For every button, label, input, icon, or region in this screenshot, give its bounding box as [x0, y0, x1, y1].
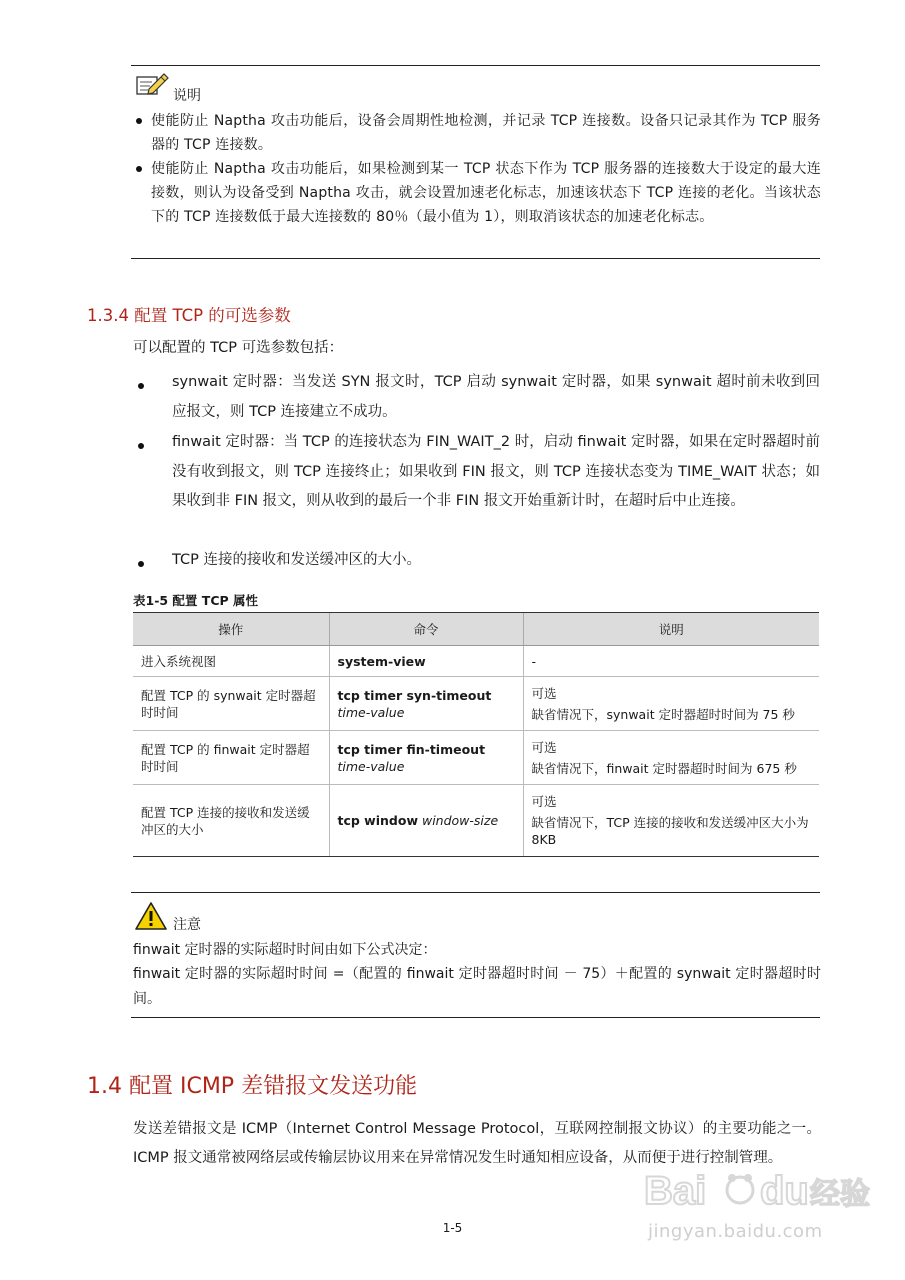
- note-top-rule: [131, 65, 820, 66]
- list-bullet-1: [138, 383, 144, 389]
- list-bullet-3: [138, 561, 144, 567]
- list-item-finwait: finwait 定时器：当 TCP 的连接状态为 FIN_WAIT_2 时，启动 finwait 定时器，如果在定时器超时前没有收到报文，则 TCP 连接终止；如果收到 FIN 报文，则 TCP 连接状态变为 TIME_WAIT 状态；如果收到非 FIN 报文，则从收到的最后一个非 FIN 报文开始重新计时，在超时后中止连接。: [172, 434, 820, 509]
- note-bullet-2: [136, 166, 142, 172]
- command-argument: time-value: [337, 704, 405, 720]
- description-optional: 可选: [531, 739, 557, 755]
- note-title: 说明: [173, 88, 201, 104]
- warning-top-rule: [131, 892, 820, 893]
- command-name: tcp timer fin-timeout: [337, 741, 486, 757]
- section-heading-1-3-4: 1.3.4 配置 TCP 的可选参数: [87, 306, 291, 325]
- list-bullet-2: [138, 443, 144, 449]
- note-pencil-icon: [134, 71, 170, 99]
- watermark-url: jingyan.baidu.com: [648, 1221, 823, 1242]
- section-intro: 可以配置的 TCP 可选参数包括：: [133, 340, 344, 356]
- baidu-jingyan-watermark-logo: [640, 1160, 880, 1260]
- description-optional: 可选: [531, 685, 557, 701]
- row-command: [329, 646, 523, 677]
- warning-bottom-rule: [131, 1017, 820, 1018]
- row-operation: 进入系统视图: [133, 646, 329, 677]
- row-command: [329, 731, 523, 785]
- description-default: 缺省情况下，finwait 定时器超时时间为 675 秒: [531, 760, 797, 776]
- column-header-operation: 操作: [133, 613, 329, 646]
- row-command: [329, 677, 523, 731]
- table-row: [133, 677, 819, 731]
- column-header-command: 命令: [329, 613, 523, 646]
- note-bottom-rule: [131, 258, 820, 259]
- list-item-buffer: TCP 连接的接收和发送缓冲区的大小。: [172, 552, 421, 568]
- row-description: -: [523, 646, 819, 677]
- table-row: [133, 731, 819, 785]
- row-command: [329, 785, 523, 857]
- command-name: system-view: [337, 653, 426, 669]
- command-name: tcp timer syn-timeout: [337, 687, 492, 703]
- table-row: [133, 785, 819, 857]
- section-heading-1-4: 1.4 配置 ICMP 差错报文发送功能: [87, 1074, 418, 1099]
- command-name: tcp window: [337, 813, 418, 828]
- warning-title: 注意: [173, 917, 201, 933]
- row-operation: 配置 TCP 的 finwait 定时器超时时间: [133, 731, 329, 785]
- table-caption: 表1-5 配置 TCP 属性: [133, 593, 259, 608]
- command-argument: time-value: [337, 758, 405, 774]
- page-number: 1-5: [442, 1221, 463, 1235]
- table-row: [133, 646, 819, 677]
- row-description: [523, 677, 819, 731]
- description-default: 缺省情况下，TCP 连接的接收和发送缓冲区大小为 8KB: [531, 815, 809, 847]
- config-table: [133, 612, 819, 857]
- section-1-4-paragraph: 发送差错报文是 ICMP（Internet Control Message Protocol，互联网控制报文协议）的主要功能之一。ICMP 报文通常被网络层或传输层协议用来在异常情况发生时通知相应设备，从而便于进行控制管理。: [133, 1121, 821, 1166]
- svg-text:du: du: [760, 1169, 809, 1213]
- warning-triangle-icon: [134, 901, 168, 931]
- warning-line-1: finwait 定时器的实际超时时间由如下公式决定：: [133, 942, 437, 958]
- svg-text:经验: 经验: [810, 1177, 870, 1212]
- warning-line-2: finwait 定时器的实际超时时间 =（配置的 finwait 定时器超时时间 － 75）＋配置的 synwait 定时器超时时间。: [133, 966, 821, 1007]
- list-item-synwait: synwait 定时器：当发送 SYN 报文时，TCP 启动 synwait 定时器，如果 synwait 超时前未收到回应报文，则 TCP 连接建立不成功。: [172, 374, 820, 420]
- row-description: [523, 785, 819, 857]
- table-header-row: [133, 613, 819, 646]
- note-bullet-1: [136, 118, 142, 124]
- command-argument: window-size: [421, 813, 499, 828]
- description-optional: 可选: [531, 794, 557, 809]
- note-item-1: 使能防止 Naptha 攻击功能后，设备会周期性地检测，并记录 TCP 连接数。设备只记录其作为 TCP 服务器的 TCP 连接数。: [151, 113, 821, 153]
- description-default: 缺省情况下，synwait 定时器超时时间为 75 秒: [531, 706, 795, 722]
- svg-text:Bai: Bai: [644, 1169, 707, 1213]
- row-operation: 配置 TCP 的 synwait 定时器超时时间: [133, 677, 329, 731]
- column-header-description: 说明: [523, 613, 819, 646]
- note-item-2: 使能防止 Naptha 攻击功能后，如果检测到某一 TCP 状态下作为 TCP 服务器的连接数大于设定的最大连接数，则认为设备受到 Naptha 攻击，就会设置加速老化标志，加速该状态下 TCP 连接的老化。当该状态下的 TCP 连接数低于最大连接数的 80％（最小值为 1），则取消该状态的加速老化标志。: [151, 161, 821, 225]
- row-description: [523, 731, 819, 785]
- row-operation: 配置 TCP 连接的接收和发送缓冲区的大小: [133, 785, 329, 857]
